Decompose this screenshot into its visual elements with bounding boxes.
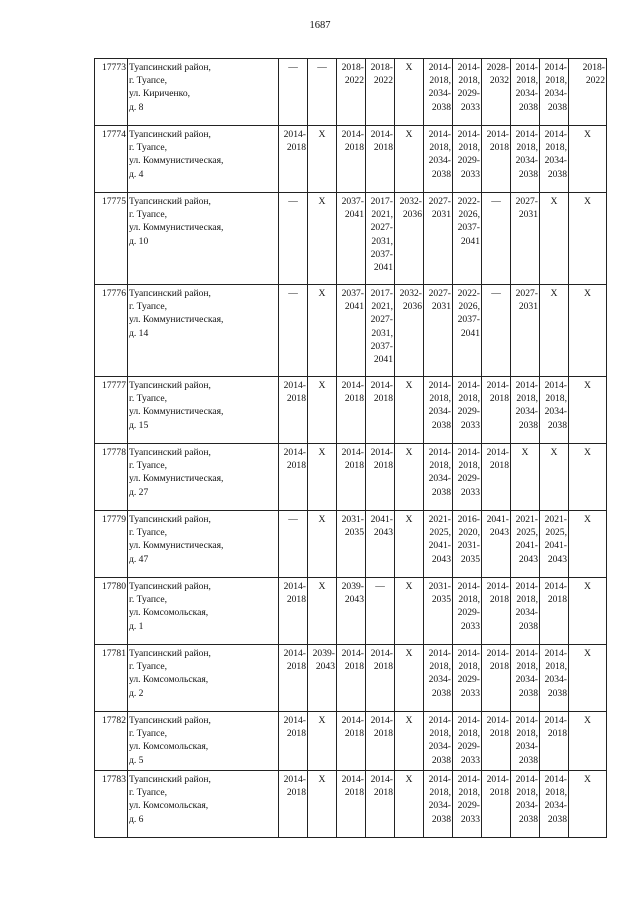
address-line: г. Туапсе, (129, 460, 167, 472)
period-cell: 2014- 2018, 2034- 2038 (511, 645, 540, 712)
period-cell: X (395, 578, 424, 645)
period-cell: 2027- 2031 (424, 193, 453, 285)
address-line: ул. Коммунистическая, (129, 540, 224, 552)
period-cell: 2014- 2018 (279, 771, 308, 838)
period-cell: 2014- 2018 (366, 377, 395, 444)
address-line: Туапсинский район, (129, 129, 211, 140)
address-cell (128, 645, 279, 712)
address-cell (128, 511, 279, 578)
period-cell: X (569, 645, 607, 712)
table-row (95, 511, 607, 578)
period-cell: X (569, 193, 607, 285)
period-cell: 2014- 2018 (279, 444, 308, 511)
address-cell (128, 126, 279, 193)
address-line: д. 4 (129, 168, 144, 180)
registry-table-body (95, 59, 607, 838)
address-line: Туапсинский район, (129, 447, 211, 458)
table-row (95, 126, 607, 193)
address-line: д. 5 (129, 754, 144, 766)
period-cell: X (308, 771, 337, 838)
period-cell: X (569, 712, 607, 771)
record-number: 17777 (95, 377, 128, 444)
record-number: 17782 (95, 712, 128, 771)
address-line: ул. Коммунистическая, (129, 473, 224, 485)
address-cell (128, 444, 279, 511)
period-cell: 2037- 2041 (337, 193, 366, 285)
period-cell: 2014- 2018, 2029- 2033 (453, 578, 482, 645)
period-cell: 2014- 2018 (366, 771, 395, 838)
address-cell (128, 377, 279, 444)
address-line: ул. Коммунистическая, (129, 314, 224, 326)
period-cell: X (395, 771, 424, 838)
address-cell (128, 712, 279, 771)
period-cell: — (279, 511, 308, 578)
period-cell: 2014- 2018 (337, 444, 366, 511)
period-cell: 2014- 2018 (337, 126, 366, 193)
period-cell: 2018- 2022 (569, 59, 607, 126)
period-cell: X (308, 193, 337, 285)
address-line: г. Туапсе, (129, 75, 167, 87)
period-cell: X (569, 444, 607, 511)
period-cell: 2039- 2043 (308, 645, 337, 712)
address-line: г. Туапсе, (129, 393, 167, 405)
address-line: ул. Комсомольская, (129, 800, 209, 812)
period-cell: X (395, 377, 424, 444)
period-cell: 2014- 2018 (482, 578, 511, 645)
period-cell: 2014- 2018 (540, 578, 569, 645)
period-cell: X (308, 511, 337, 578)
address-line: д. 15 (129, 419, 149, 431)
period-cell: 2014- 2018 (482, 712, 511, 771)
period-cell: X (540, 193, 569, 285)
period-cell: — (279, 285, 308, 377)
address-cell (128, 285, 279, 377)
period-cell: — (279, 193, 308, 285)
address-line: Туапсинский район, (129, 774, 211, 785)
period-cell: 2014- 2018, 2029- 2033 (453, 645, 482, 712)
period-cell: 2014- 2018, 2034- 2038 (424, 377, 453, 444)
period-cell: 2021- 2025, 2041- 2043 (424, 511, 453, 578)
address-line: г. Туапсе, (129, 728, 167, 740)
period-cell: X (395, 645, 424, 712)
address-cell (128, 59, 279, 126)
period-cell: 2014- 2018, 2034- 2038 (424, 771, 453, 838)
period-cell: 2022- 2026, 2037- 2041 (453, 285, 482, 377)
page-number: 1687 (309, 20, 331, 31)
period-cell: X (308, 126, 337, 193)
period-cell: X (540, 285, 569, 377)
period-cell: 2014- 2018, 2034- 2038 (511, 578, 540, 645)
period-cell: 2014- 2018, 2029- 2033 (453, 771, 482, 838)
address-line: д. 1 (129, 620, 144, 632)
period-cell: 2017- 2021, 2027- 2031, 2037- 2041 (366, 285, 395, 377)
record-number: 17781 (95, 645, 128, 712)
period-cell: 2014- 2018 (482, 444, 511, 511)
period-cell: 2014- 2018 (279, 712, 308, 771)
period-cell: 2014- 2018 (279, 126, 308, 193)
period-cell: 2031- 2035 (424, 578, 453, 645)
address-line: г. Туапсе, (129, 209, 167, 221)
period-cell: 2014- 2018 (366, 126, 395, 193)
table-row (95, 771, 607, 838)
period-cell: X (569, 377, 607, 444)
table-row (95, 377, 607, 444)
address-cell (128, 578, 279, 645)
period-cell: 2027- 2031 (511, 193, 540, 285)
period-cell: 2022- 2026, 2037- 2041 (453, 193, 482, 285)
address-line: г. Туапсе, (129, 301, 167, 313)
address-line: д. 27 (129, 486, 149, 498)
table-row (95, 193, 607, 285)
period-cell: 2014- 2018, 2034- 2038 (540, 645, 569, 712)
record-number: 17783 (95, 771, 128, 838)
record-number: 17778 (95, 444, 128, 511)
record-number: 17776 (95, 285, 128, 377)
period-cell: X (569, 285, 607, 377)
record-number: 17779 (95, 511, 128, 578)
table-row (95, 59, 607, 126)
address-line: Туапсинский район, (129, 648, 211, 659)
period-cell: 2018- 2022 (337, 59, 366, 126)
period-cell: 2014- 2018, 2034- 2038 (424, 712, 453, 771)
period-cell: 2014- 2018, 2034- 2038 (540, 377, 569, 444)
period-cell: 2014- 2018, 2034- 2038 (424, 126, 453, 193)
period-cell: 2014- 2018 (482, 771, 511, 838)
period-cell: X (569, 578, 607, 645)
period-cell: 2014- 2018, 2029- 2033 (453, 59, 482, 126)
period-cell: X (308, 285, 337, 377)
address-line: ул. Коммунистическая, (129, 222, 224, 234)
period-cell: 2039- 2043 (337, 578, 366, 645)
period-cell: 2014- 2018 (279, 578, 308, 645)
address-line: ул. Комсомольская, (129, 674, 209, 686)
address-line: д. 47 (129, 553, 149, 565)
address-line: ул. Коммунистическая, (129, 155, 224, 167)
period-cell: 2014- 2018 (279, 377, 308, 444)
period-cell: 2021- 2025, 2041- 2043 (511, 511, 540, 578)
period-cell: — (482, 285, 511, 377)
address-line: ул. Кириченко, (129, 88, 191, 100)
period-cell: 2037- 2041 (337, 285, 366, 377)
period-cell: X (569, 126, 607, 193)
address-line: Туапсинский район, (129, 715, 211, 726)
address-line: г. Туапсе, (129, 787, 167, 799)
period-cell: — (482, 193, 511, 285)
table-row (95, 444, 607, 511)
period-cell: X (511, 444, 540, 511)
period-cell: 2014- 2018, 2034- 2038 (511, 771, 540, 838)
period-cell: 2014- 2018 (337, 645, 366, 712)
period-cell: 2014- 2018 (337, 771, 366, 838)
period-cell: 2032- 2036 (395, 193, 424, 285)
period-cell: 2017- 2021, 2027- 2031, 2037- 2041 (366, 193, 395, 285)
period-cell: 2041- 2043 (366, 511, 395, 578)
period-cell: X (395, 511, 424, 578)
record-number: 17774 (95, 126, 128, 193)
address-line: г. Туапсе, (129, 527, 167, 539)
address-line: г. Туапсе, (129, 142, 167, 154)
period-cell: 2014- 2018 (366, 712, 395, 771)
period-cell: X (395, 59, 424, 126)
address-line: ул. Комсомольская, (129, 741, 209, 753)
period-cell: 2021- 2025, 2041- 2043 (540, 511, 569, 578)
period-cell: 2014- 2018, 2034- 2038 (511, 712, 540, 771)
period-cell: 2041- 2043 (482, 511, 511, 578)
period-cell: 2027- 2031 (511, 285, 540, 377)
period-cell: 2014- 2018 (366, 444, 395, 511)
address-line: ул. Комсомольская, (129, 607, 209, 619)
address-line: д. 6 (129, 813, 144, 825)
address-line: д. 14 (129, 327, 149, 339)
period-cell: X (569, 771, 607, 838)
period-cell: 2014- 2018, 2034- 2038 (424, 444, 453, 511)
address-line: Туапсинский район, (129, 288, 211, 299)
address-line: д. 8 (129, 101, 144, 113)
period-cell: X (308, 578, 337, 645)
period-cell: 2014- 2018, 2029- 2033 (453, 444, 482, 511)
period-cell: X (569, 511, 607, 578)
address-line: д. 2 (129, 687, 144, 699)
period-cell: 2018- 2022 (366, 59, 395, 126)
period-cell: 2032- 2036 (395, 285, 424, 377)
period-cell: 2014- 2018 (482, 126, 511, 193)
address-line: Туапсинский район, (129, 196, 211, 207)
record-number: 17773 (95, 59, 128, 126)
period-cell: 2014- 2018, 2034- 2038 (511, 126, 540, 193)
address-line: Туапсинский район, (129, 581, 211, 592)
registry-table (94, 58, 607, 838)
period-cell: 2014- 2018 (337, 377, 366, 444)
period-cell: — (308, 59, 337, 126)
address-line: Туапсинский район, (129, 62, 211, 73)
period-cell: 2014- 2018, 2034- 2038 (511, 377, 540, 444)
period-cell: 2014- 2018 (279, 645, 308, 712)
table-row (95, 712, 607, 771)
period-cell: X (308, 444, 337, 511)
period-cell: X (540, 444, 569, 511)
address-line: г. Туапсе, (129, 594, 167, 606)
period-cell: — (366, 578, 395, 645)
record-number: 17775 (95, 193, 128, 285)
period-cell: 2014- 2018, 2034- 2038 (540, 59, 569, 126)
period-cell: 2014- 2018, 2029- 2033 (453, 712, 482, 771)
period-cell: 2027- 2031 (424, 285, 453, 377)
period-cell: X (395, 126, 424, 193)
address-line: д. 10 (129, 235, 149, 247)
period-cell: 2014- 2018, 2034- 2038 (540, 771, 569, 838)
period-cell: 2016- 2020, 2031- 2035 (453, 511, 482, 578)
table-row (95, 285, 607, 377)
record-number: 17780 (95, 578, 128, 645)
table-row (95, 578, 607, 645)
period-cell: 2014- 2018, 2029- 2033 (453, 377, 482, 444)
table-row (95, 645, 607, 712)
period-cell: 2014- 2018, 2029- 2033 (453, 126, 482, 193)
period-cell: X (395, 712, 424, 771)
period-cell: X (308, 377, 337, 444)
address-line: Туапсинский район, (129, 514, 211, 525)
period-cell: X (395, 444, 424, 511)
address-cell (128, 771, 279, 838)
period-cell: — (279, 59, 308, 126)
address-cell (128, 193, 279, 285)
period-cell: 2014- 2018, 2034- 2038 (540, 126, 569, 193)
period-cell: 2014- 2018 (482, 645, 511, 712)
period-cell: 2028- 2032 (482, 59, 511, 126)
period-cell: 2014- 2018, 2034- 2038 (424, 645, 453, 712)
address-line: ул. Коммунистическая, (129, 406, 224, 418)
address-line: Туапсинский район, (129, 380, 211, 391)
period-cell: 2014- 2018 (540, 712, 569, 771)
period-cell: 2014- 2018, 2034- 2038 (511, 59, 540, 126)
period-cell: 2014- 2018 (337, 712, 366, 771)
period-cell: 2014- 2018 (482, 377, 511, 444)
period-cell: X (308, 712, 337, 771)
period-cell: 2031- 2035 (337, 511, 366, 578)
address-line: г. Туапсе, (129, 661, 167, 673)
period-cell: 2014- 2018, 2034- 2038 (424, 59, 453, 126)
period-cell: 2014- 2018 (366, 645, 395, 712)
